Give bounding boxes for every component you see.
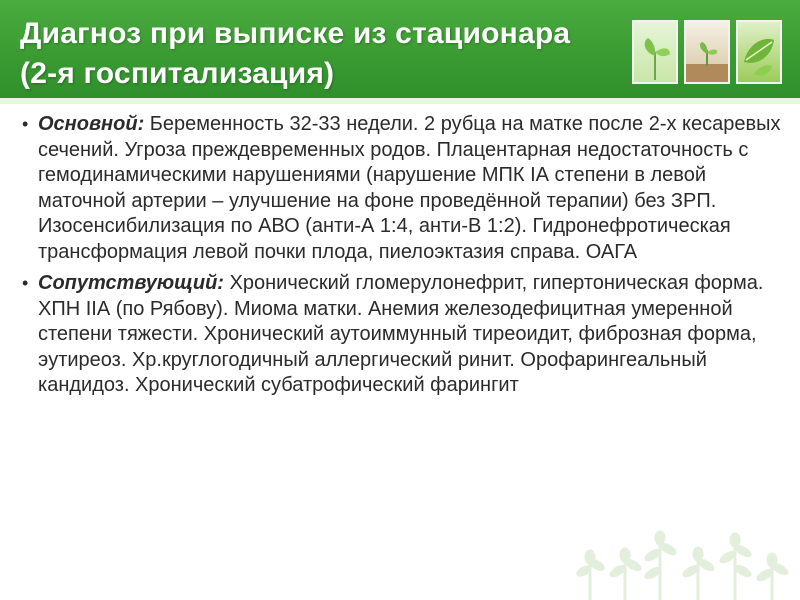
title-banner (0, 0, 800, 98)
main-diagnosis-text: Беременность 32-33 недели. 2 рубца на матке после 2-х кесаревых сечений. Угроза преждевременных родов. Плацентарная недостаточность с гемодинамическими нарушениями (нарушение МПК IА степени в левой маточной артерии – улучшение на фоне проведённой терапии) без ЗРП. Изосенсибилизация по АВО (анти-А 1:4, анти-В 1:2). Гидронефротическая трансформация левой почки плода, пиелоэктазия справа. ОАГА (38, 113, 781, 263)
concomitant-diagnosis-label: Сопутствующий: (38, 272, 224, 294)
bullet-icon: • (22, 114, 29, 134)
decorative-plants-icon (570, 515, 800, 600)
list-item-concomitant-diagnosis (22, 271, 782, 399)
green-leaves-icon (736, 20, 782, 84)
seedling-icon (632, 20, 678, 84)
header-image-strip (632, 20, 782, 84)
diagnosis-list (22, 112, 782, 405)
bullet-icon: • (22, 273, 29, 293)
sprout-in-soil-icon (684, 20, 730, 84)
slide-title-line-2: (2-я госпитализация) (20, 57, 335, 90)
list-item-main-diagnosis (22, 112, 782, 265)
concomitant-diagnosis-text: Хронический гломерулонефрит, гипертоническая форма. ХПН IIА (по Рябову). Миома матки. Анемия железодефицитная умеренной степени тяжести. Хронический аутоиммунный тиреоидит, фиброзная форма, эутиреоз. Хр.круглогодичный аллергический ринит. Орофарингеальный кандидоз. Хронический субатрофический фарингит (38, 272, 764, 396)
slide-title-line-1: Диагноз при выписке из стационара (20, 17, 571, 50)
header-divider (0, 98, 800, 104)
main-diagnosis-label: Основной: (38, 113, 145, 135)
slide-title (20, 14, 680, 94)
